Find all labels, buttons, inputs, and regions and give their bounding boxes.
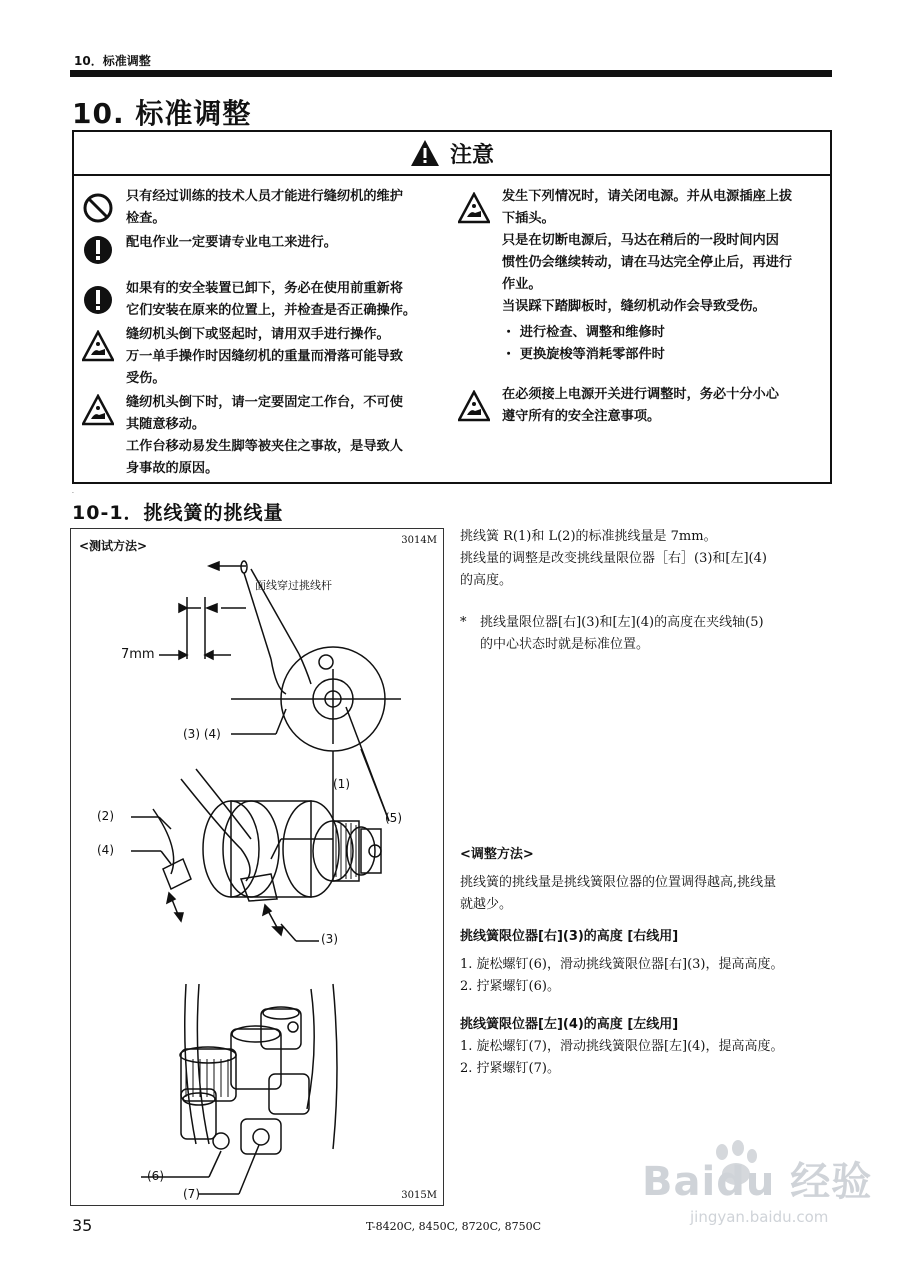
figure-code-top: 3014M <box>401 535 437 546</box>
intro-text: 挑线簧 R(1)和 L(2)的标准挑线量是 7mm。 挑线量的调整是改变挑线量限位器［右］(3)和[左](4) 的高度。 <box>460 529 767 588</box>
caution-item-1: 只有经过训练的技术人员才能进行缝纫机的维护 检查。 <box>82 186 454 232</box>
callout-4: (4) <box>97 843 114 857</box>
figure-panel <box>70 528 444 1206</box>
header-rule <box>70 70 832 77</box>
step-item: 2. 拧紧螺钉(7)。 <box>460 1061 560 1076</box>
caution-left-column <box>82 186 454 482</box>
left-stopper-section <box>460 1014 834 1080</box>
prohibited-icon <box>82 192 114 224</box>
caution-right-column <box>458 186 828 428</box>
callout-3-4: (3) (4) <box>183 727 221 741</box>
caution-item-2: 配电作业一定要请专业电工来进行。 <box>82 232 454 278</box>
callout-1: (1) <box>333 777 350 791</box>
figure-label: <测试方法> <box>79 539 148 553</box>
caution-item-3: 如果有的安全装置已卸下，务必在使用前重新将 它们安装在原来的位置上，并检查是否正确操作。 <box>82 278 454 324</box>
caution-item-4: 缝纫机头倒下或竖起时，请用双手进行操作。 万一单手操作时因缝纫机的重量而滑落可能导致 受伤。 <box>82 324 454 392</box>
warning-triangle-icon <box>410 139 440 167</box>
step-item: 1. 旋松螺钉(7)，滑动挑线簧限位器[左](4)，提高高度。 <box>460 1039 784 1054</box>
callout-5: (5) <box>385 811 402 825</box>
caution-item-7: 在必须接上电源开关进行调整时，务必十分小心 遵守所有的安全注意事项。 <box>458 384 828 428</box>
step-item: 1. 旋松螺钉(6)，滑动挑线簧限位器[右](3)，提高高度。 <box>460 957 784 972</box>
adjust-heading: <调整方法> <box>460 847 534 862</box>
step-item: 2. 拧紧螺钉(6)。 <box>460 979 560 994</box>
dimension-label: 7mm <box>121 647 155 662</box>
caution-item-5: 缝纫机头倒下时，请一定要固定工作台，不可使 其随意移动。 工作台移动易发生脚等被夹住之事故，是导致人 身事故的原因。 <box>82 392 454 482</box>
running-head: 10．标准调整 <box>74 54 151 68</box>
model-number: T-8420C, 8450C, 8720C, 8750C <box>366 1220 542 1233</box>
callout-2: (2) <box>97 809 114 823</box>
sewing-mechanism-illustration <box>71 529 445 1207</box>
callout-7: (7) <box>183 1187 200 1201</box>
hand-injury-warning-icon <box>82 394 114 426</box>
hand-injury-warning-icon <box>458 192 490 224</box>
stray-mark: . <box>72 488 74 495</box>
callout-6: (6) <box>147 1169 164 1183</box>
caution-title: 注意 <box>449 142 494 168</box>
section-title: 10-1．挑线簧的挑线量 <box>72 502 284 524</box>
right-stopper-heading: 挑线簧限位器[右](3)的高度 [右线用] <box>460 929 679 944</box>
caution-box <box>72 130 832 484</box>
thread-note: 面线穿过挑线杆 <box>255 579 332 592</box>
watermark-brand: Baidu 经验 <box>642 1159 873 1205</box>
right-stopper-section <box>460 926 834 998</box>
mandatory-icon <box>82 234 114 266</box>
hand-injury-warning-icon <box>82 330 114 362</box>
adjust-text: 挑线簧的挑线量是挑线簧限位器的位置调得越高,挑线量 就越少。 <box>460 875 777 912</box>
note-asterisk: * <box>460 615 467 630</box>
mandatory-icon <box>82 284 114 316</box>
caution-header <box>74 132 830 176</box>
bullet-item: ・ 进行检查、调整和维修时 <box>502 325 665 340</box>
caution-item-6: 发生下列情况时，请关闭电源。并从电源插座上拔 下插头。 只是在切断电源后，马达在稍后的一段时间内因 惯性仍会继续转动，请在马达完全停止后，再进行 作业。 当误踩下踏脚板时，缝纫机动作会导致受伤。 <box>458 186 828 318</box>
standard-position-note: * 挑线量限位器[右](3)和[左](4)的高度在夹线轴(5) 的中心状态时就是标准位置。 <box>460 612 834 656</box>
figure-code-bottom: 3015M <box>401 1190 437 1201</box>
bullet-item: ・ 更换旋梭等消耗零部件时 <box>502 347 665 362</box>
hand-injury-warning-icon <box>458 390 490 422</box>
caution-bullets <box>458 322 828 366</box>
chapter-title: 10. 标准调整 <box>72 97 252 130</box>
watermark-url: jingyan.baidu.com <box>690 1208 829 1226</box>
callout-3: (3) <box>321 932 338 946</box>
left-stopper-heading: 挑线簧限位器[左](4)的高度 [左线用] <box>460 1017 679 1032</box>
page-number: 35 <box>72 1216 93 1235</box>
